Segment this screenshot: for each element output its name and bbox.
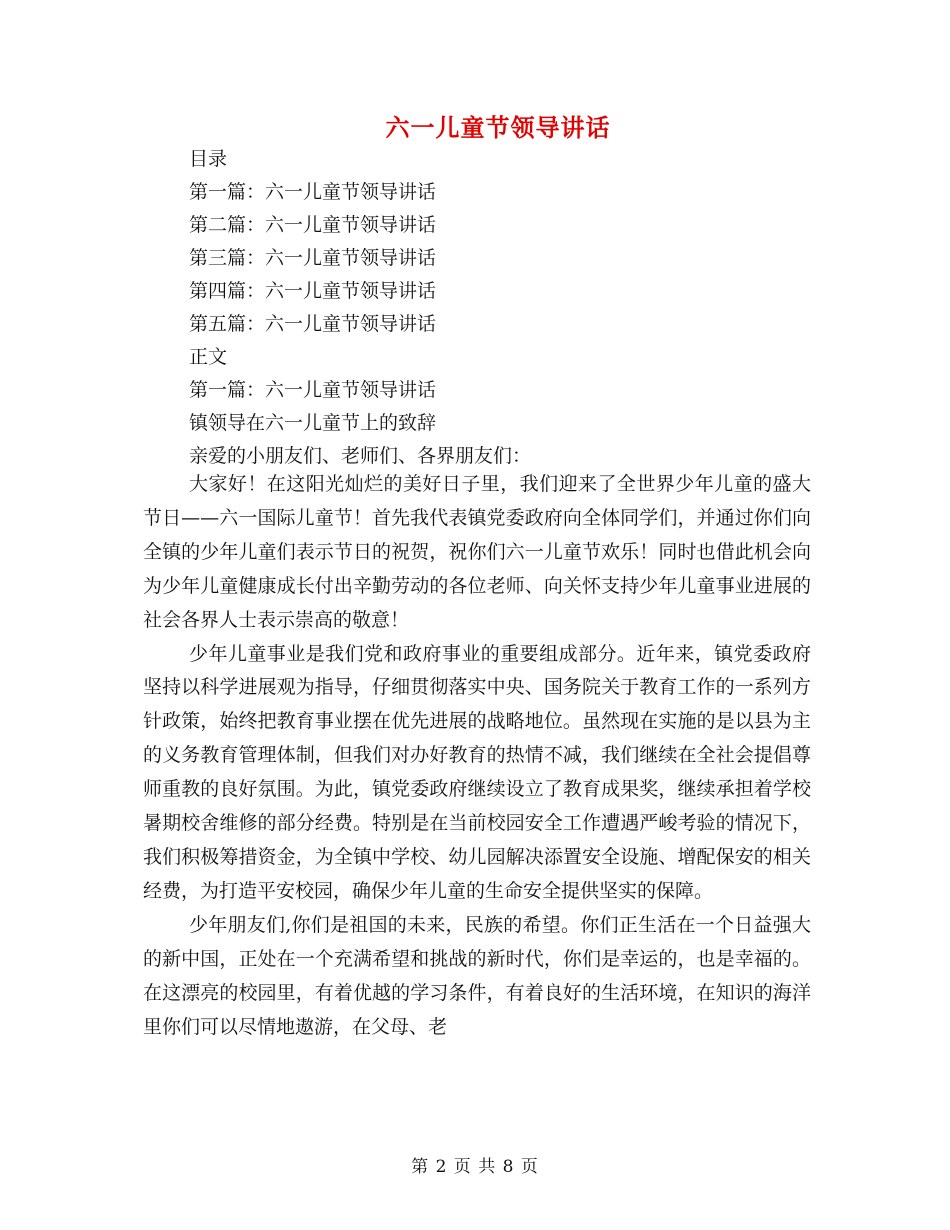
toc-item: 第四篇：六一儿童节领导讲话 <box>189 280 437 302</box>
speech-body <box>143 468 811 1044</box>
toc-item: 第三篇：六一儿童节领导讲话 <box>189 247 437 269</box>
paragraph: 少年朋友们,你们是祖国的未来，民族的希望。你们正生活在一个日益强大的新中国，正处在一个充满希望和挑战的新时代，你们是幸运的，也是幸福的。在这漂亮的校园里，有着优越的学习条件，有着良好的生活环境，在知识的海洋里你们可以尽情地遨游，在父母、老 <box>143 913 811 1038</box>
document-title: 六一儿童节领导讲话 <box>385 114 611 142</box>
toc-item: 第五篇：六一儿童节领导讲话 <box>189 313 437 335</box>
body-heading: 正文 <box>189 346 228 368</box>
paragraph: 少年儿童事业是我们党和政府事业的重要组成部分。近年来，镇党委政府坚持以科学进展观为指导，仔细贯彻落实中央、国务院关于教育工作的一系列方针政策，始终把教育事业摆在优先进展的战略地位。虽然现在实施的是以县为主的义务教育管理体制，但我们对办好教育的热情不减，我们继续在全社会提倡尊师重教的良好氛围。为此，镇党委政府继续设立了教育成果奖，继续承担着学校暑期校舍维修的部分经费。特别是在当前校园安全工作遭遇严峻考验的情况下，我们积极筹措资金，为全镇中学校、幼儿园解决添置安全设施、增配保安的相关经费，为打造平安校园，确保少年儿童的生命安全提供坚实的保障。 <box>143 642 811 902</box>
toc-item: 第一篇：六一儿童节领导讲话 <box>189 181 437 203</box>
salutation: 亲爱的小朋友们、老师们、各界朋友们： <box>189 445 532 467</box>
paragraph: 大家好！在这阳光灿烂的美好日子里，我们迎来了全世界少年儿童的盛大节日——六一国际儿童节！首先我代表镇党委政府向全体同学们，并通过你们向全镇的少年儿童们表示节日的祝贺，祝你们六一儿童节欢乐！同时也借此机会向为少年儿童健康成长付出辛勤劳动的各位老师、向关怀支持少年儿童事业进展的社会各界人士表示崇高的敬意！ <box>143 473 811 631</box>
speech-title: 镇领导在六一儿童节上的致辞 <box>189 412 437 434</box>
section-heading: 第一篇：六一儿童节领导讲话 <box>189 379 437 401</box>
toc-heading: 目录 <box>189 148 228 170</box>
table-of-contents <box>189 143 531 473</box>
toc-item: 第二篇：六一儿童节领导讲话 <box>189 214 437 236</box>
page-number-footer: 第 2 页 共 8 页 <box>411 1157 539 1177</box>
